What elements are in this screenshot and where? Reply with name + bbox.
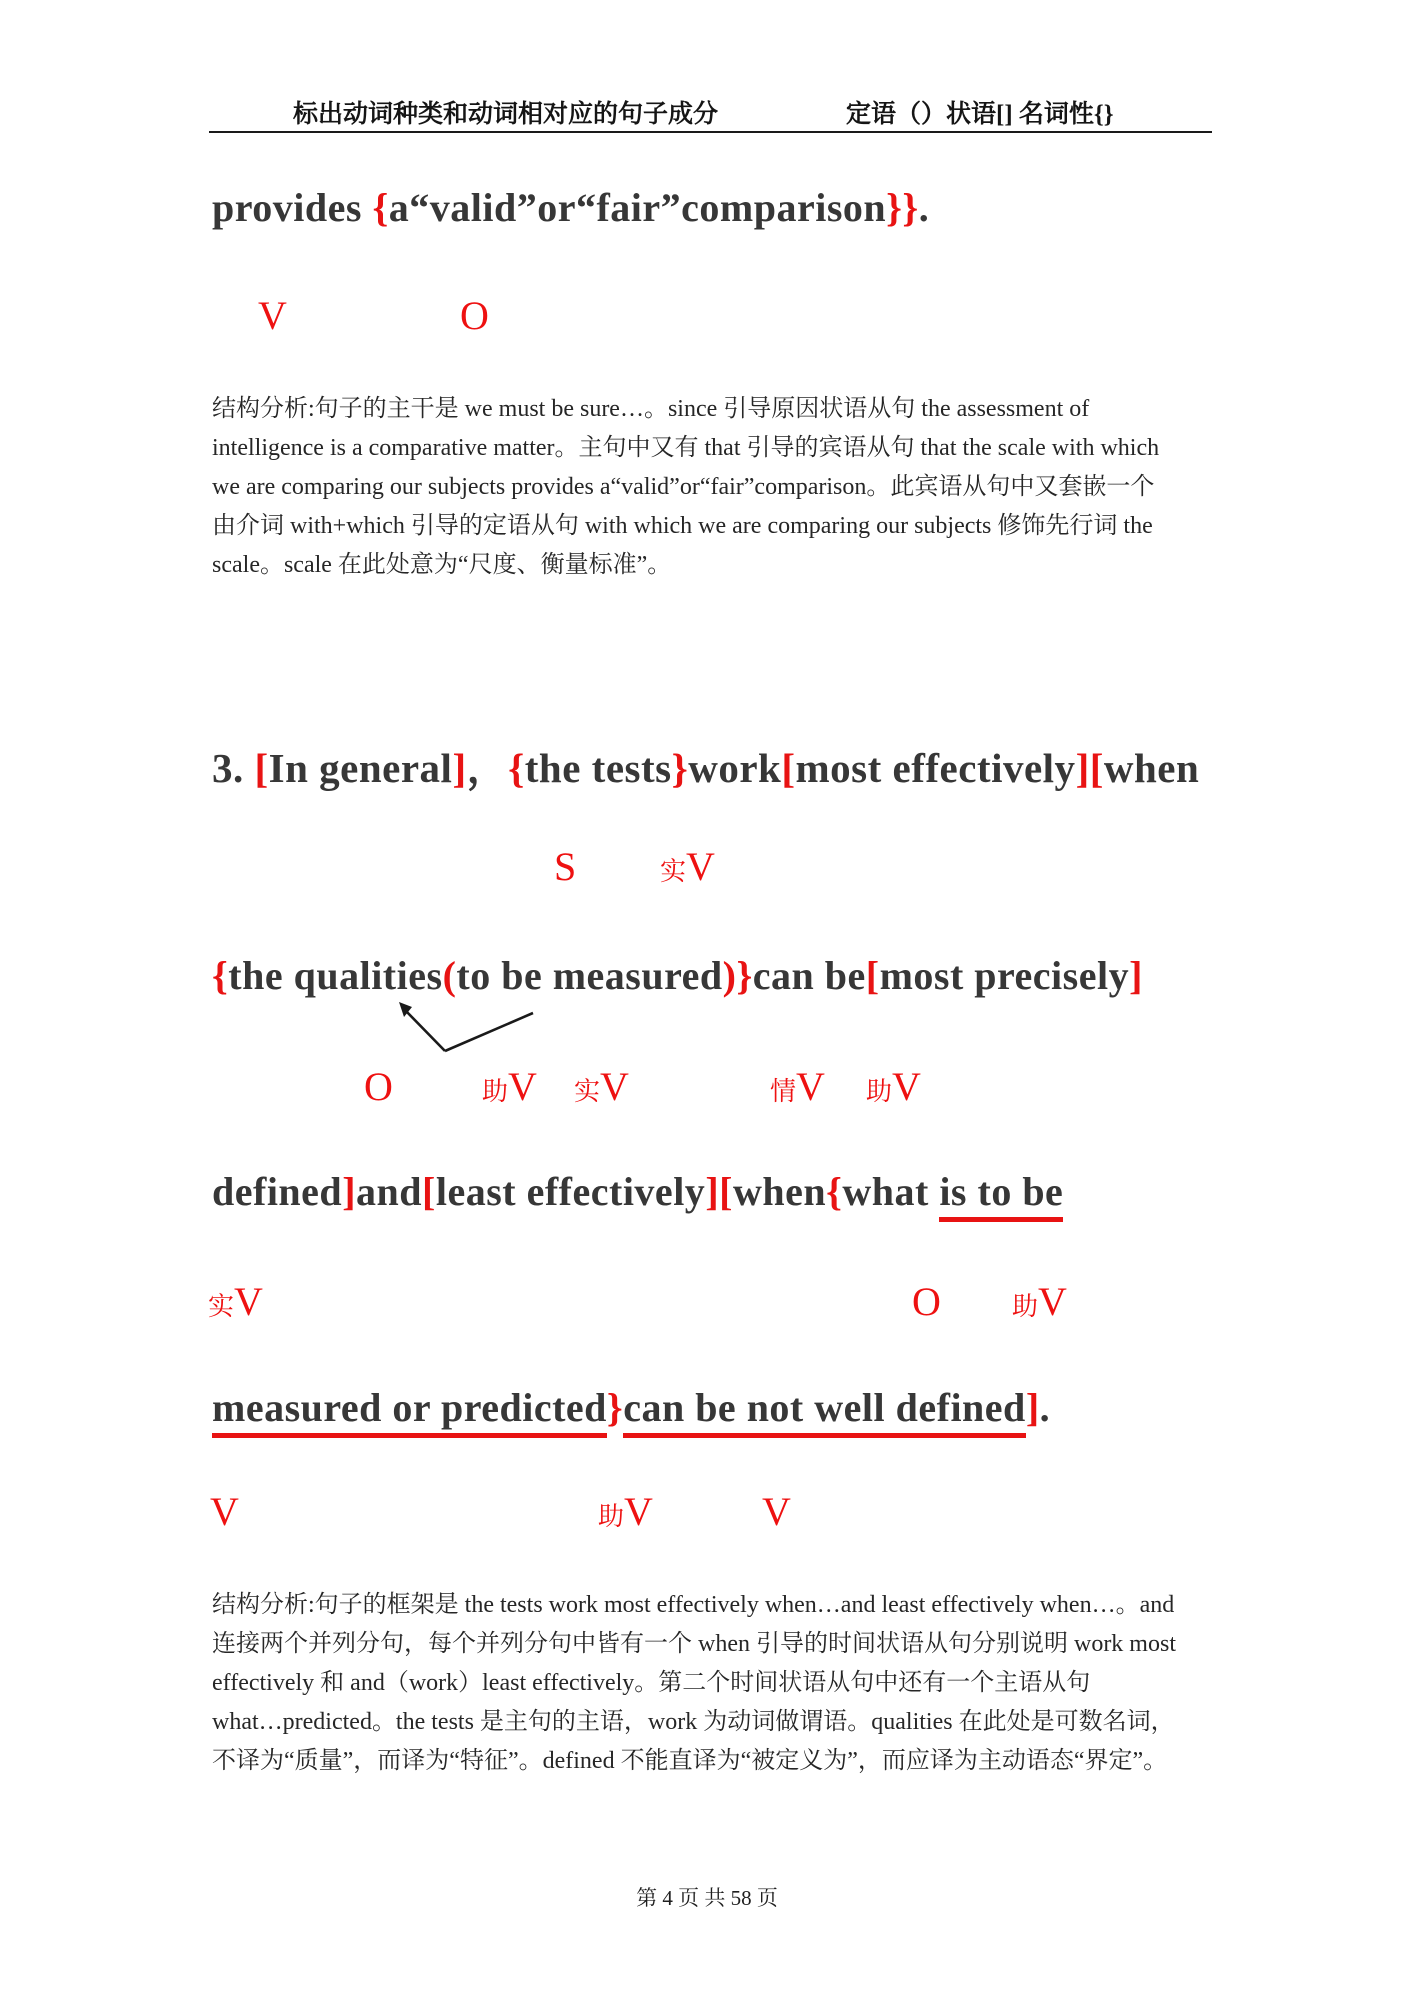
- label-modal-verb: [770, 1063, 825, 1110]
- label-v: V: [508, 1064, 537, 1109]
- text-segment: In general: [268, 745, 453, 791]
- text-segment: the qualities: [228, 953, 443, 998]
- underlined-segment: can be not well defined: [623, 1385, 1026, 1438]
- brace-open: {: [826, 1169, 843, 1214]
- paren-brace-close: )}: [722, 953, 753, 998]
- text-segment: least effectively: [435, 1169, 706, 1214]
- label-cn-zhu: 助: [598, 1502, 625, 1531]
- analysis-paragraph-2: [212, 1586, 1252, 1781]
- underlined-segment: measured or predicted: [212, 1385, 607, 1438]
- brace-close: }}: [886, 185, 919, 230]
- text-segment: and: [356, 1169, 423, 1214]
- text-segment: what: [842, 1169, 940, 1214]
- label-cn-shi: 实: [208, 1292, 235, 1321]
- label-subject: S: [554, 844, 577, 889]
- analysis-line: 连接两个并列分句，每个并列分句中皆有一个 when 引导的时间状语从句分别说明 work most: [212, 1631, 1176, 1657]
- sentence2-tail-line: [212, 184, 929, 231]
- analysis-line: effectively 和 and（work）least effectively。第二个时间状语从句中还有一个主语从句: [212, 1670, 1091, 1696]
- label-cn-zhu: 助: [866, 1077, 893, 1106]
- bracket-open: [: [865, 953, 880, 998]
- text-segment: when: [1103, 745, 1200, 791]
- label-cn-qing: 情: [770, 1077, 797, 1106]
- label-v: V: [686, 844, 715, 889]
- bracket-close: ]: [1025, 1385, 1040, 1430]
- analysis-paragraph-1: [212, 390, 1252, 585]
- text-segment: defined: [212, 1169, 343, 1214]
- brace-close: }: [606, 1385, 624, 1430]
- brace-open: {: [212, 953, 229, 998]
- label-object: O: [460, 293, 489, 338]
- label-v: V: [892, 1064, 921, 1109]
- label-verb: V: [258, 293, 287, 338]
- bracket-close: ]: [452, 745, 467, 791]
- sentence3-line1: [212, 735, 1199, 794]
- label-v: V: [234, 1279, 263, 1324]
- label-v: V: [624, 1489, 653, 1534]
- label-aux-verb: [482, 1063, 537, 1110]
- period: .: [1039, 1385, 1051, 1430]
- label-v: V: [796, 1064, 825, 1109]
- label-cn-shi: 实: [574, 1077, 601, 1106]
- label-notional-verb: [208, 1278, 263, 1325]
- label-verb: V: [762, 1489, 791, 1534]
- label-cn-shi: 实: [660, 857, 687, 886]
- brace-open: {: [508, 745, 525, 791]
- header-left-title: 标出动词种类和动词相对应的句子成分: [293, 101, 719, 128]
- header-rule: [209, 131, 1212, 133]
- period: .: [918, 185, 930, 230]
- text-segment: the tests: [524, 745, 672, 791]
- sentence3-line4: [212, 1384, 1050, 1431]
- paren-open: (: [442, 953, 457, 998]
- label-v: V: [1038, 1279, 1067, 1324]
- brace-open: {: [372, 185, 389, 230]
- bracket-close: ]: [1129, 953, 1143, 998]
- analysis-line: intelligence is a comparative matter。主句中又有 that 引导的宾语从句 that the scale with which: [212, 435, 1160, 461]
- sentence3-line2: [212, 952, 1143, 999]
- text-segment: a“valid”or“fair”comparison: [388, 185, 887, 230]
- bracket-close: ]: [342, 1169, 357, 1214]
- text-segment: can be: [752, 953, 866, 998]
- analysis-line: we are comparing our subjects provides a“valid”or“fair”comparison。此宾语从句中又套嵌一个: [212, 474, 1155, 500]
- label-object: O: [364, 1064, 393, 1109]
- label-aux-verb: [598, 1488, 653, 1535]
- label-aux-verb: [1012, 1278, 1067, 1325]
- text-segment: most effectively: [795, 745, 1076, 791]
- bracket-open: [: [422, 1169, 436, 1214]
- label-object: O: [912, 1279, 941, 1324]
- label-notional-verb: [574, 1063, 629, 1110]
- page-number: 第 4 页 共 58 页: [636, 1886, 778, 1910]
- analysis-line: 不译为“质量”，而译为“特征”。defined 不能直译为“被定义为”，而应译为主动语态“界定”。: [212, 1748, 1168, 1774]
- text-segment: provides: [212, 185, 373, 230]
- label-verb: V: [210, 1489, 239, 1534]
- text-segment: when: [732, 1169, 827, 1214]
- item-number: 3.: [212, 745, 255, 791]
- brackets: ][: [1075, 745, 1104, 791]
- sentence3-line3: [212, 1168, 1063, 1215]
- brace-close: }: [671, 745, 689, 791]
- text-segment: most precisely: [879, 953, 1130, 998]
- analysis-line: scale。scale 在此处意为“尺度、衡量标准”。: [212, 552, 672, 578]
- bracket-open: [: [254, 745, 269, 791]
- analysis-line: what…predicted。the tests 是主句的主语，work 为动词做谓语。qualities 在此处是可数名词，: [212, 1709, 1175, 1735]
- text-segment: work: [688, 745, 782, 791]
- bracket-open: [: [781, 745, 796, 791]
- label-cn-zhu: 助: [1012, 1292, 1039, 1321]
- label-cn-zhu: 助: [482, 1077, 509, 1106]
- text-segment: to be measured: [456, 953, 723, 998]
- analysis-line: 结构分析:句子的框架是 the tests work most effectively when…and least effectively when…。and: [212, 1592, 1175, 1618]
- brackets: ][: [705, 1169, 733, 1214]
- analysis-line: 由介词 with+which 引导的定语从句 with which we are comparing our subjects 修饰先行词 the: [212, 513, 1153, 539]
- comma: ，: [466, 745, 509, 791]
- underlined-segment: is to be: [939, 1169, 1063, 1222]
- header-right-title: 定语（）状语[] 名词性{}: [846, 101, 1114, 128]
- analysis-line: 结构分析:句子的主干是 we must be sure…。since 引导原因状语从句 the assessment of: [212, 396, 1090, 422]
- label-notional-verb: [660, 843, 715, 890]
- annotation-arrow-icon: [383, 993, 548, 1065]
- label-aux-verb: [866, 1063, 921, 1110]
- label-v: V: [600, 1064, 629, 1109]
